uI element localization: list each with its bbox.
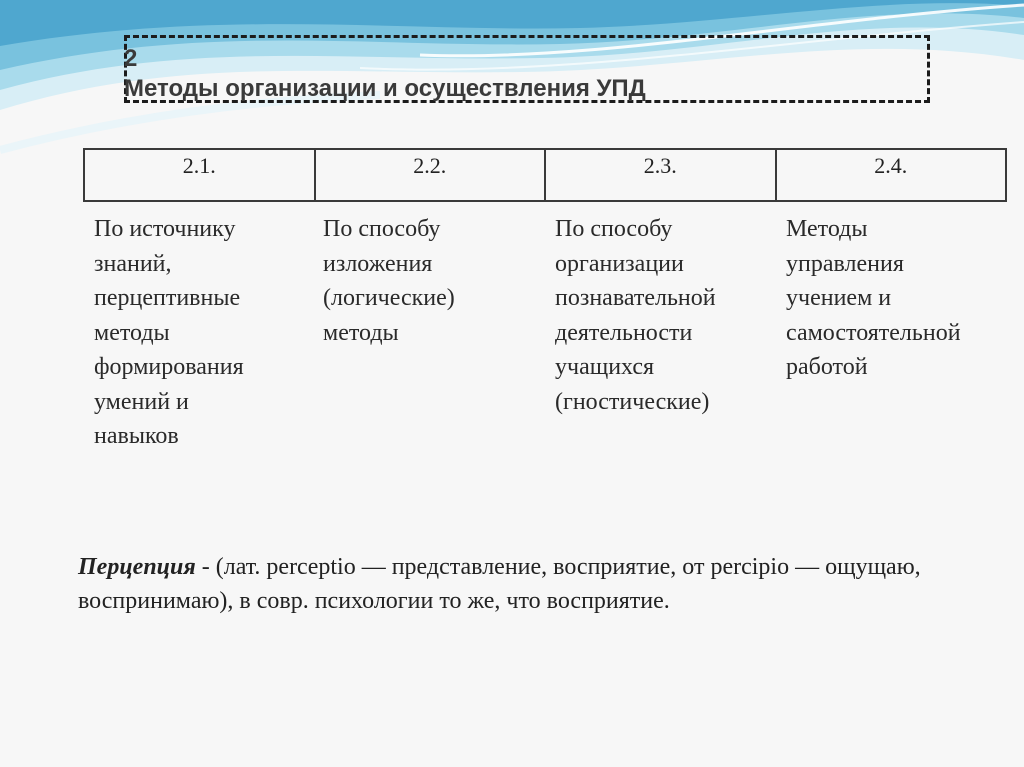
definition-term: Перцепция (78, 554, 196, 580)
slide-title: Методы организации и осуществления УПД (124, 75, 646, 102)
text-line: работой (786, 354, 868, 380)
text-line: (гностические) (555, 388, 710, 415)
text-line: методы (323, 319, 399, 346)
text-line: перцептивные (94, 285, 241, 311)
text-line: формирования (94, 354, 244, 380)
slide-number: 2 (124, 45, 138, 72)
text-line: познавательной (555, 285, 716, 311)
text-line: По источнику (94, 216, 236, 242)
text-line: самостоятельной (786, 319, 961, 346)
text-line: деятельности (555, 319, 693, 346)
text-line: По способу (323, 216, 441, 242)
table-header-cell: 2.2. (315, 149, 546, 201)
column-2-2-text (323, 212, 455, 350)
text-line: По способу (555, 216, 673, 242)
column-2-1-text (94, 212, 244, 454)
text-line: навыков (94, 423, 179, 449)
table-header-cell: 2.3. (545, 149, 776, 201)
text-line: изложения (323, 250, 433, 277)
definition-text: - (лат. perceptio — представление, восприятие, от percipio — ощущаю, воспринимаю), в совр. психологии то же, что восприятие. (78, 554, 921, 614)
text-line: организации (555, 250, 684, 277)
text-line: учащихся (555, 354, 655, 380)
methods-header-table (83, 148, 1007, 202)
text-line: Методы (786, 216, 868, 242)
text-line: (логические) (323, 285, 455, 311)
text-line: учением и (786, 285, 892, 311)
column-2-3-text (555, 212, 716, 419)
table-header-cell: 2.4. (776, 149, 1007, 201)
text-line: знаний, (94, 250, 172, 277)
table-header-cell: 2.1. (84, 149, 315, 201)
definition-paragraph (78, 550, 978, 618)
text-line: умений и (94, 388, 189, 415)
text-line: управления (786, 250, 904, 277)
text-line: методы (94, 319, 170, 346)
column-2-4-text (786, 212, 961, 385)
table-row (84, 149, 1006, 201)
